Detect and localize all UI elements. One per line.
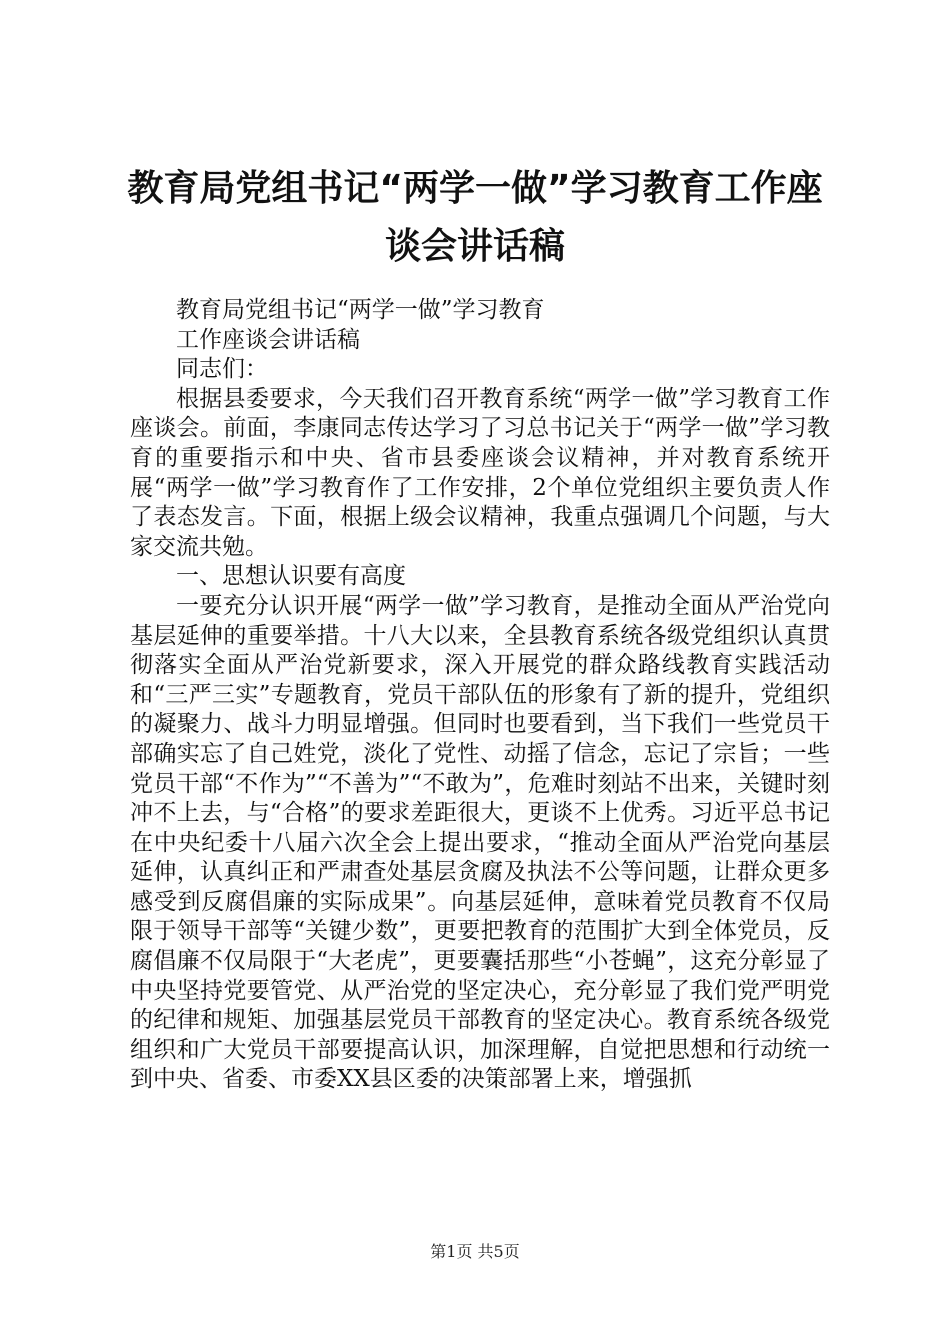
document-body <box>130 296 830 1095</box>
paragraph-section-1: 一要充分认识开展“两学一做”学习教育，是推动全面从严治党向基层延伸的重要举措。十八大以来，全县教育系统各级党组织认真贯彻落实全面从严治党新要求，深入开展党的群众路线教育实践活动和“三严三实”专题教育，党员干部队伍的形象有了新的提升，党组织的凝聚力、战斗力明显增强。但同时也要看到，当下我们一些党员干部确实忘了自己姓党，淡化了党性、动摇了信念，忘记了宗旨；一些党员干部“不作为”“不善为”“不敢为”，危难时刻站不出来，关键时刻冲不上去，与“合格”的要求差距很大，更谈不上优秀。习近平总书记在中央纪委十八届六次全会上提出要求，“推动全面从严治党向基层延伸，认真纠正和严肃查处基层贪腐及执法不公等问题，让群众更多感受到反腐倡廉的实际成果”。向基层延伸，意味着党员教育不仅局限于领导干部等“关键少数”，更要把教育的范围扩大到全体党员，反腐倡廉不仅局限于“大老虎”，更要囊括那些“小苍蝇”，这充分彰显了中央坚持党要管党、从严治党的坚定决心，充分彰显了我们党严明党的纪律和规矩、加强基层党员干部教育的坚定决心。教育系统各级党组织和广大党员干部要提高认识，加深理解，自觉把思想和行动统一到中央、省委、市委XX县区委的决策部署上来，增强抓 <box>130 592 830 1093</box>
section-heading-1: 一、思想认识要有高度 <box>176 563 406 590</box>
document-title: 教育局党组书记“两学一做”学习教育工作座谈会讲话稿 <box>127 168 823 267</box>
salutation: 同志们： <box>176 356 268 383</box>
paragraph-intro: 根据县委要求，今天我们召开教育系统“两学一做”学习教育工作座谈会。前面，李康同志传达学习了习总书记关于“两学一做”学习教育的重要指示和中央、省市县委座谈会议精神，并对教育系统开展“两学一做”学习教育作了工作安排，2个单位党组织主要负责人作了表态发言。下面，根据上级会议精神，我重点强调几个问题，与大家交流共勉。 <box>130 385 830 560</box>
subtitle-line-2: 工作座谈会讲话稿 <box>176 326 360 353</box>
subtitle-line-1: 教育局党组书记“两学一做”学习教育 <box>176 297 545 323</box>
page-number-footer: 第1页 共5页 <box>430 1242 520 1261</box>
